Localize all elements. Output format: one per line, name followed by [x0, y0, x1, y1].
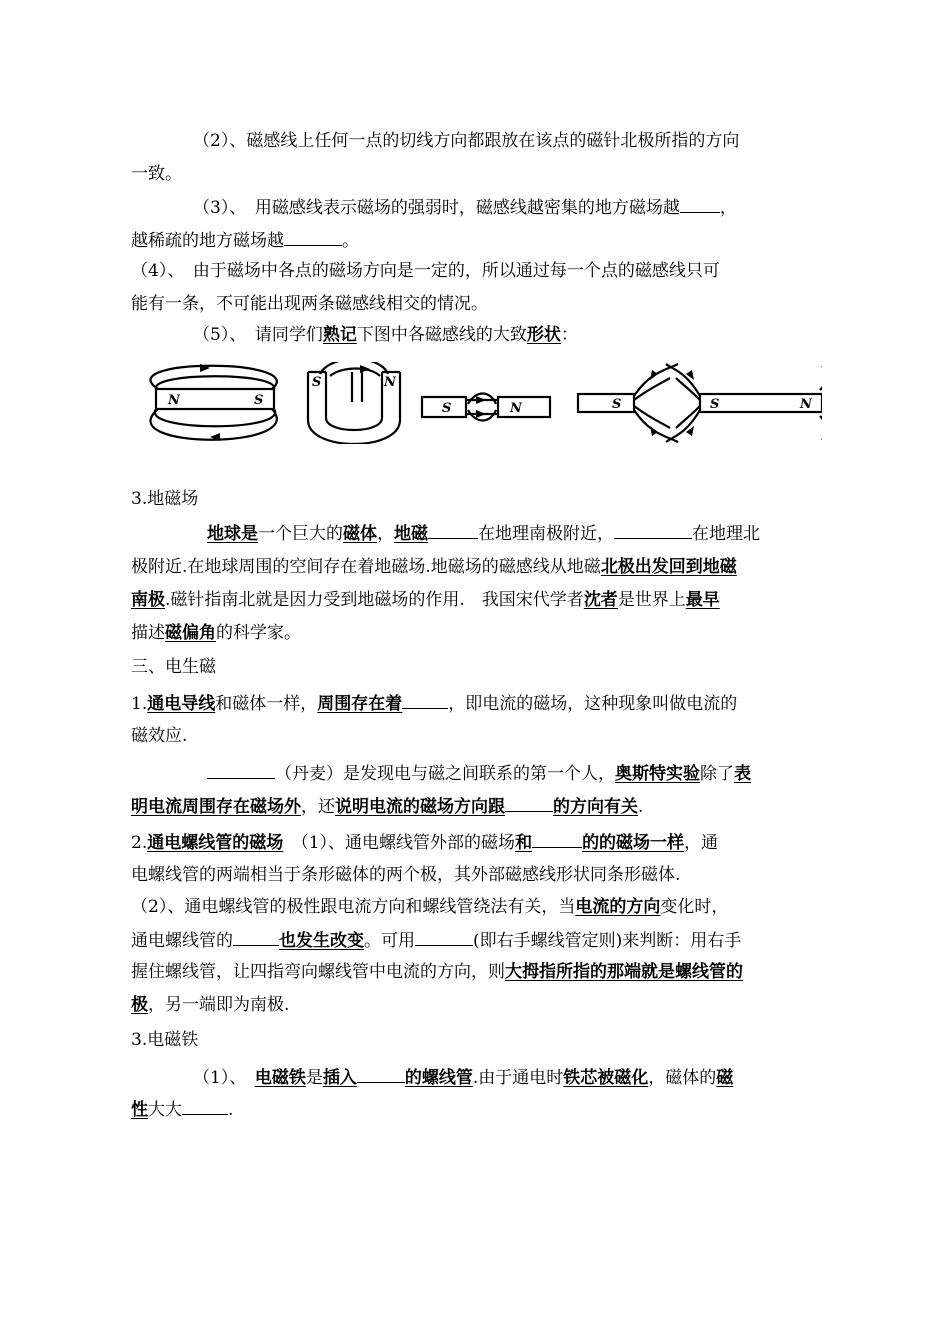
term: 地球是 [207, 524, 258, 544]
blank [428, 522, 478, 539]
term: 地磁 [394, 524, 428, 544]
north-pole-label: N [168, 393, 180, 408]
text: 下图中各磁感线的大致 [356, 325, 527, 345]
blank [284, 229, 342, 246]
text: （1）、 [193, 1068, 255, 1088]
north-pole-label: N [384, 375, 396, 390]
text: 的科学家。 [216, 623, 301, 643]
term: 的螺线管 [404, 1068, 473, 1088]
term: 最早 [685, 590, 720, 610]
text: ，另一端即为南极. [148, 995, 290, 1015]
south-pole-label: S [710, 397, 720, 412]
text: 1. [131, 694, 148, 714]
south-pole-label: S [442, 401, 452, 416]
text: ， [377, 524, 394, 544]
term: 极 [131, 995, 148, 1015]
north-pole-label: N [800, 397, 812, 412]
term: 形状 [526, 325, 561, 345]
term: 磁偏角 [165, 623, 216, 643]
text: 除了 [700, 764, 734, 784]
text: 大大 [148, 1100, 182, 1120]
north-pole-label: N [510, 401, 522, 416]
text: ， [719, 198, 737, 218]
term: 明电流周围存在磁场外 [131, 797, 301, 817]
term: 和 [515, 833, 533, 853]
electromagnet-line2 [131, 1098, 233, 1121]
solenoid-line5 [131, 961, 743, 983]
term: 磁体 [343, 524, 377, 544]
term: 也发生改变 [279, 931, 364, 951]
text: ，通 [684, 833, 719, 853]
term: 性 [131, 1100, 148, 1120]
electro-line3 [207, 762, 751, 785]
text: 一个巨大的 [258, 524, 343, 544]
text: 。可用 [364, 931, 415, 951]
term: 周围存在着 [317, 694, 403, 714]
text: (即右手螺线管定则)来判断：用右手 [473, 931, 742, 951]
para-2-line1: （2）、磁感线上任何一点的切线方向都跟放在该点的磁针北极所指的方向 [193, 131, 740, 151]
term: 说明电流的磁场方向跟 [335, 797, 505, 817]
text: 在地理南极附近， [478, 524, 614, 544]
electro-line2: 磁效应. [131, 726, 188, 746]
text: 通电螺线管的 [131, 931, 233, 951]
term: 通电导线 [147, 694, 216, 714]
magnet-field-lines-figure [130, 362, 822, 444]
text: . [638, 797, 644, 817]
blank [182, 1098, 228, 1115]
section-heading-geomagnetic: 3.地磁场 [131, 489, 199, 509]
blank [614, 522, 692, 539]
blank [680, 196, 720, 213]
term: 表 [734, 764, 751, 784]
text: （1）、通电螺线管外部的磁场 [283, 833, 516, 853]
blank [207, 762, 275, 779]
solenoid-line1 [131, 831, 718, 854]
section-heading-electro: 三、电生磁 [131, 657, 216, 677]
geomag-line1 [207, 522, 760, 545]
para-4-line2: 能有一条，不可能出现两条磁感线相交的情况。 [131, 294, 488, 314]
para-5 [193, 324, 578, 346]
text: （5）、 请同学们 [193, 325, 323, 345]
text: ，磁体的 [648, 1068, 717, 1088]
text: ： [560, 325, 578, 345]
solenoid-line4 [131, 929, 741, 952]
text: ，还 [301, 797, 335, 817]
blank [233, 929, 279, 946]
para-2-line2: 一致。 [131, 164, 182, 184]
text: 是 [305, 1068, 323, 1088]
electro-line4 [131, 795, 643, 818]
text: 和磁体一样， [215, 694, 318, 714]
para-4-line1: （4）、 由于磁场中各点的磁场方向是一定的，所以通过每一个点的磁感线只可 [131, 261, 720, 281]
text: 变化时， [660, 897, 729, 917]
para-3-line1 [193, 196, 737, 219]
text: . [228, 1100, 234, 1120]
south-pole-label: S [254, 393, 264, 408]
text: 描述 [131, 623, 165, 643]
term: 沈者 [583, 590, 618, 610]
solenoid-line2: 电螺线管的两端相当于条形磁体的两个极，其外部磁感线形状同条形磁体. [131, 865, 681, 885]
text: 2. [131, 833, 148, 853]
text: 越稀疏的地方磁场越 [131, 231, 284, 251]
blank [402, 692, 448, 709]
geomag-line4 [131, 622, 301, 644]
term: 电磁铁 [254, 1068, 306, 1088]
solenoid-line6 [131, 994, 289, 1016]
text: 极附近.在地球周围的空间存在着地磁场.地磁场的磁感线从地磁 [131, 557, 601, 577]
text: 是世界上 [617, 590, 686, 610]
text: 在地理北 [692, 524, 760, 544]
text: （2）、通电螺线管的极性跟电流方向和螺线管绕法有关，当 [131, 897, 576, 917]
geomag-line2 [131, 556, 737, 578]
blank [532, 831, 582, 848]
term: 插入 [322, 1068, 357, 1088]
section-heading-electromagnet: 3.电磁铁 [131, 1030, 199, 1050]
text: 握住螺线管，让四指弯向螺线管中电流的方向，则 [131, 962, 505, 982]
para-3-line2 [131, 229, 359, 252]
text: 。 [342, 231, 359, 251]
term: 大拇指所指的那端就是螺线管的 [505, 962, 743, 982]
geomag-line3 [131, 589, 720, 611]
solenoid-line3 [131, 896, 728, 918]
term: 熟记 [322, 325, 357, 345]
term: 北极出发回到地磁 [600, 557, 737, 577]
electromagnet-line1 [193, 1066, 733, 1089]
term: 的的磁场一样 [582, 833, 685, 853]
term: 磁 [716, 1068, 734, 1088]
blank [415, 929, 473, 946]
south-pole-label: S [612, 397, 622, 412]
text: .由于通电时 [472, 1068, 564, 1088]
south-pole-label: S [312, 375, 322, 390]
electro-line1 [131, 692, 737, 715]
text: ，即电流的磁场，这种现象叫做电流的 [448, 694, 738, 714]
blank [505, 795, 553, 812]
term: 铁芯被磁化 [563, 1068, 649, 1088]
term: 通电螺线管的磁场 [147, 833, 284, 853]
term: 奥斯特实验 [615, 764, 700, 784]
term: 电流的方向 [575, 897, 661, 917]
blank [357, 1066, 405, 1083]
term: 的方向有关 [553, 797, 638, 817]
term: 南极 [131, 590, 165, 610]
text: （丹麦）是发现电与磁之间联系的第一个人， [275, 764, 615, 784]
text: （3）、 用磁感线表示磁场的强弱时，磁感线越密集的地方磁场越 [193, 198, 680, 218]
text: .磁针指南北就是因力受到地磁场的作用. 我国宋代学者 [165, 590, 584, 610]
